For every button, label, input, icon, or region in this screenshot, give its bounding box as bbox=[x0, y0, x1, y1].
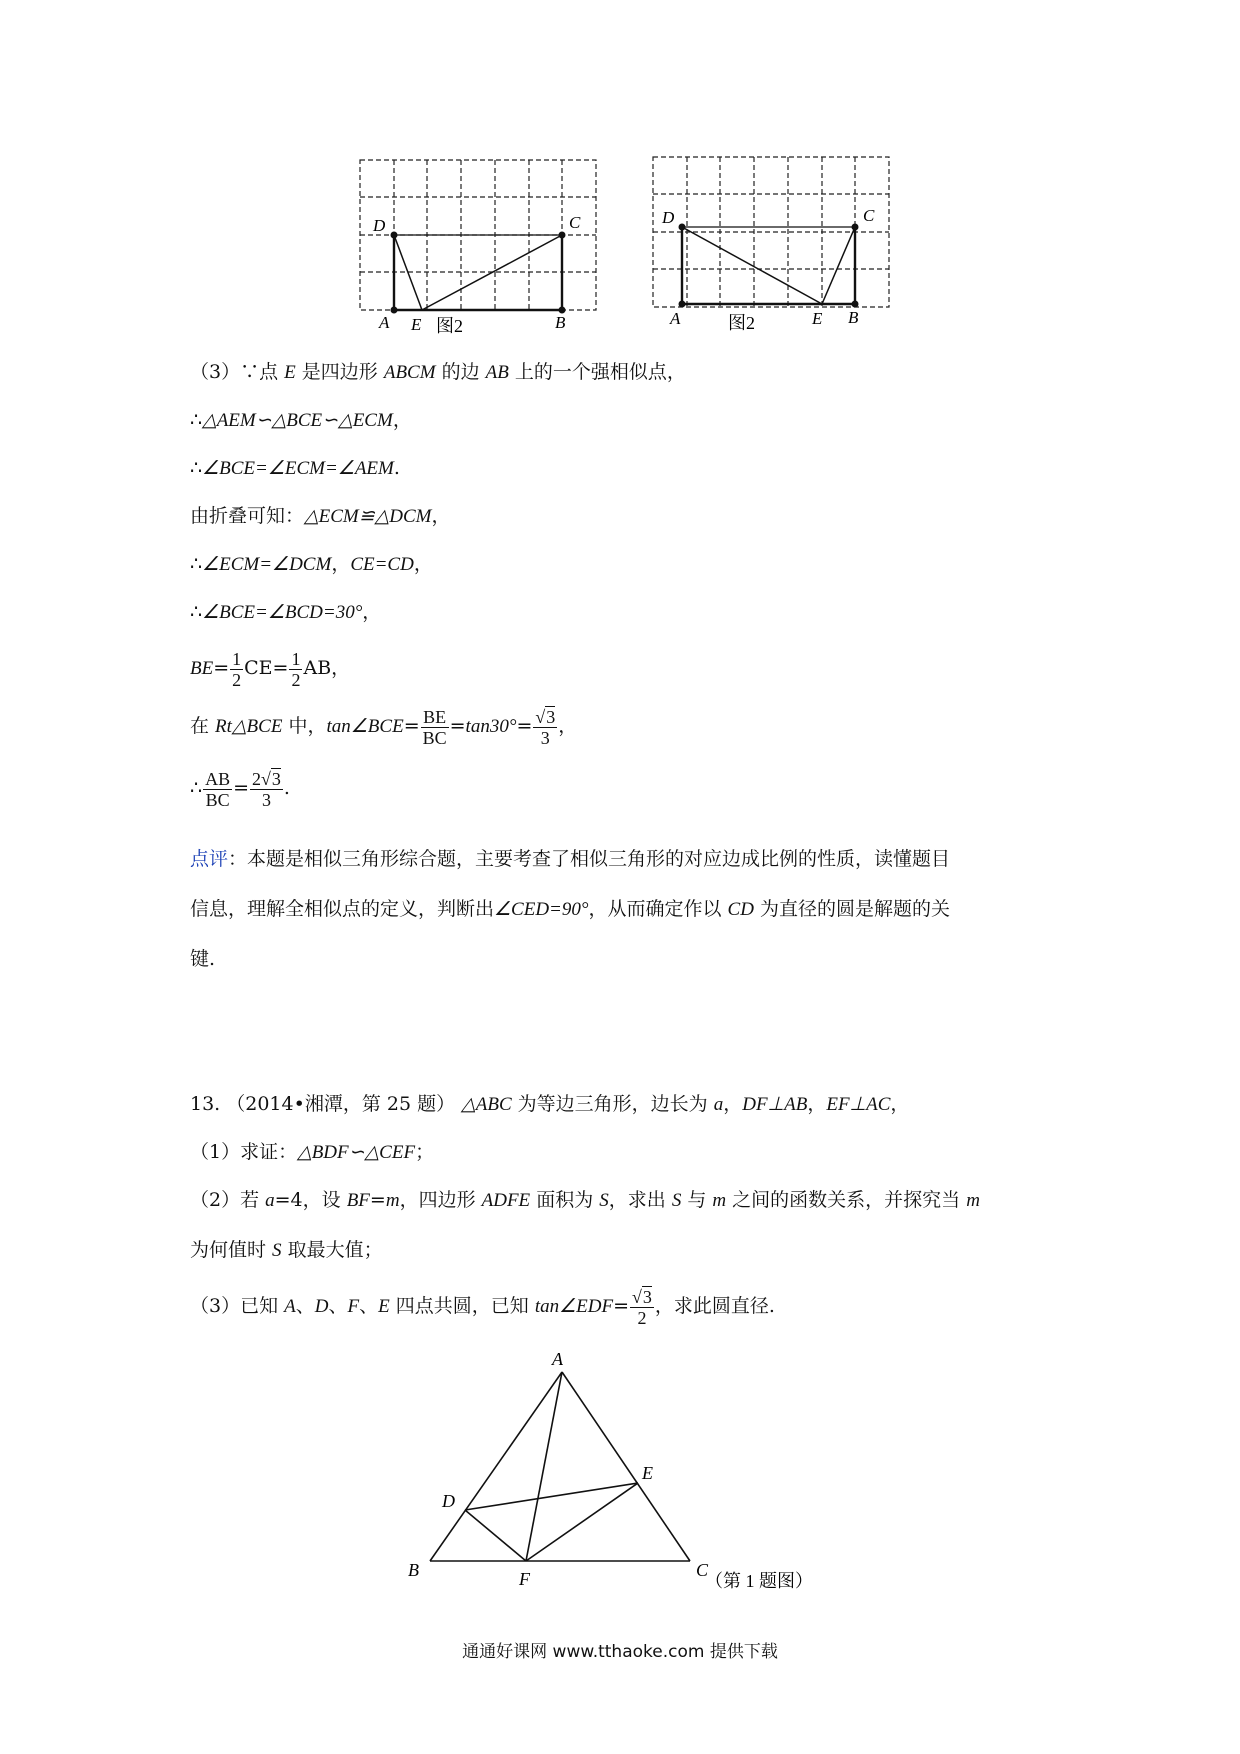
solution-line-7 bbox=[190, 646, 350, 691]
text: = bbox=[613, 1295, 630, 1317]
text: （1）求证： bbox=[190, 1141, 298, 1163]
text: tan∠EDF bbox=[534, 1296, 614, 1317]
numerator: BE bbox=[421, 707, 449, 728]
fraction bbox=[203, 769, 232, 810]
text: ∴ bbox=[190, 409, 203, 431]
denominator: BC bbox=[422, 727, 447, 748]
solution-line-9 bbox=[190, 764, 290, 812]
text: △ABC bbox=[461, 1094, 512, 1115]
fraction bbox=[630, 1287, 654, 1328]
fraction bbox=[250, 769, 283, 810]
text: 在 bbox=[190, 715, 216, 737]
text: = bbox=[516, 715, 533, 737]
text: （3）已知 bbox=[190, 1295, 285, 1317]
text: 面积为 bbox=[530, 1189, 600, 1211]
text: 之间的函数关系，并探究当 bbox=[726, 1189, 967, 1211]
fraction bbox=[230, 649, 243, 690]
text: a bbox=[265, 1190, 275, 1211]
problem-line-2 bbox=[190, 1138, 434, 1167]
text: 为何值时 bbox=[190, 1239, 273, 1261]
comment-line-3 bbox=[190, 945, 215, 973]
text: m bbox=[712, 1190, 727, 1211]
text: S bbox=[599, 1190, 609, 1211]
text: ， bbox=[807, 1093, 827, 1115]
denominator: 2 bbox=[291, 669, 301, 690]
text: ∴ bbox=[190, 777, 203, 799]
text: . bbox=[283, 777, 290, 799]
text: ∴ bbox=[190, 553, 203, 575]
text: 是四边形 bbox=[295, 361, 384, 383]
text: Rt△BCE bbox=[215, 716, 283, 737]
text: A bbox=[284, 1296, 296, 1317]
text: CE=CD bbox=[350, 554, 414, 575]
text: ， bbox=[431, 505, 451, 527]
text: 为直径的圆是解题的关 bbox=[753, 898, 950, 920]
text: 13. （2014•湘潭，第 25 题） bbox=[190, 1093, 462, 1115]
text: = bbox=[369, 1189, 386, 1211]
text: D bbox=[314, 1296, 329, 1317]
text: （2）若 bbox=[190, 1189, 266, 1211]
figure-left bbox=[355, 155, 605, 335]
text: ， bbox=[392, 409, 412, 431]
text: . bbox=[393, 457, 400, 479]
fraction bbox=[533, 707, 557, 748]
text: ， bbox=[890, 1093, 910, 1115]
sqrt: √3 bbox=[535, 706, 556, 727]
text: 、 bbox=[295, 1295, 315, 1317]
radicand: 3 bbox=[271, 768, 281, 789]
text: ∠BCE=∠BCD=30° bbox=[202, 602, 363, 623]
text: ：本题是相似三角形综合题，主要考查了相似三角形的对应边成比例的性质，读懂题目 bbox=[228, 848, 951, 870]
comment-label: 点评 bbox=[190, 848, 229, 870]
text: = bbox=[449, 715, 466, 737]
fig-right-label-a: A bbox=[670, 309, 681, 328]
text: 键. bbox=[190, 948, 216, 970]
text: 信息，理解全相似点的定义，判断出 bbox=[190, 898, 495, 920]
text: ， bbox=[558, 715, 578, 737]
text: 取最大值； bbox=[281, 1239, 383, 1261]
text: 上的一个强相似点， bbox=[508, 361, 686, 383]
fig-right-caption: 图2 bbox=[728, 313, 755, 332]
text: ABCM bbox=[383, 362, 436, 383]
text: ∴ bbox=[190, 601, 203, 623]
triangle-label-b: B bbox=[408, 1560, 419, 1580]
text: △ECM≌△DCM bbox=[304, 506, 432, 527]
denominator: 2 bbox=[232, 669, 242, 690]
text: m bbox=[966, 1190, 980, 1211]
denominator: 3 bbox=[540, 727, 550, 748]
text: △BDF∽△CEF bbox=[297, 1142, 416, 1163]
text: = bbox=[233, 777, 250, 799]
fraction bbox=[289, 649, 302, 690]
radicand: 3 bbox=[642, 1286, 652, 1307]
figure-right bbox=[648, 152, 898, 332]
figure-triangle bbox=[400, 1345, 840, 1610]
text: （3）∵点 bbox=[190, 361, 285, 383]
text: ∠ECM=∠DCM bbox=[202, 554, 332, 575]
solution-line-8 bbox=[190, 702, 577, 751]
radicand: 3 bbox=[546, 706, 556, 727]
numerator bbox=[630, 1287, 654, 1308]
problem-line-5 bbox=[190, 1282, 775, 1331]
text: EF⊥AC bbox=[826, 1094, 891, 1115]
text: =4，设 bbox=[274, 1189, 347, 1211]
fig-left-label-e: E bbox=[411, 315, 422, 334]
text: F bbox=[347, 1296, 360, 1317]
solution-line-3 bbox=[190, 454, 400, 483]
figure-left-svg bbox=[355, 155, 605, 335]
solution-line-1 bbox=[190, 358, 686, 387]
denominator: 2 bbox=[637, 1307, 647, 1328]
solution-line-5 bbox=[190, 550, 433, 579]
text: ， bbox=[723, 1093, 743, 1115]
problem-line-1 bbox=[190, 1090, 909, 1119]
text: 、 bbox=[359, 1295, 379, 1317]
text: m bbox=[385, 1190, 400, 1211]
text: tan∠BCE bbox=[326, 716, 404, 737]
figure-right-svg bbox=[648, 152, 898, 332]
text: △AEM∽△BCE∽△ECM bbox=[202, 410, 393, 431]
sqrt: √3 bbox=[632, 1286, 652, 1307]
denominator: BC bbox=[205, 789, 230, 810]
denominator: 3 bbox=[261, 789, 271, 810]
numerator bbox=[533, 707, 557, 728]
text: ， bbox=[331, 553, 351, 575]
numerator: 1 bbox=[232, 648, 242, 669]
text: 的边 bbox=[435, 361, 486, 383]
fig-left-label-c: C bbox=[569, 213, 581, 232]
text: 由折叠可知： bbox=[190, 505, 305, 527]
fig-left-label-a: A bbox=[379, 313, 390, 332]
page-footer: 通通好课网 www.tthaoke.com 提供下载 bbox=[462, 1642, 778, 1662]
triangle-label-d: D bbox=[442, 1491, 455, 1511]
text: ， bbox=[413, 553, 433, 575]
text: CE= bbox=[244, 657, 289, 679]
text: ； bbox=[415, 1141, 435, 1163]
solution-line-6 bbox=[190, 598, 381, 627]
triangle-label-c: C bbox=[696, 1560, 709, 1580]
figure-triangle-svg bbox=[400, 1345, 840, 1610]
text: 、 bbox=[328, 1295, 348, 1317]
text: ，四边形 bbox=[399, 1189, 482, 1211]
text: 中， bbox=[282, 715, 327, 737]
comment-line-2 bbox=[190, 895, 950, 924]
triangle-caption: （第 1 题图） bbox=[705, 1571, 813, 1591]
numerator: AB bbox=[205, 768, 231, 789]
problem-line-4 bbox=[190, 1236, 383, 1265]
text: tan30° bbox=[465, 716, 517, 737]
text: ，求此圆直径. bbox=[654, 1295, 775, 1317]
problem-line-3 bbox=[190, 1186, 980, 1215]
text: DF⊥AB bbox=[742, 1094, 808, 1115]
text: S bbox=[671, 1190, 682, 1211]
text: E bbox=[378, 1296, 390, 1317]
sqrt: √3 bbox=[261, 768, 281, 789]
text: 四点共圆，已知 bbox=[389, 1295, 535, 1317]
fraction bbox=[421, 707, 449, 748]
text: ∠CED=90° bbox=[494, 899, 589, 920]
fig-left-caption: 图2 bbox=[436, 316, 463, 335]
solution-line-2 bbox=[190, 406, 412, 435]
triangle-label-f: F bbox=[519, 1569, 530, 1589]
coefficient: 2 bbox=[252, 768, 262, 789]
text: ，求出 bbox=[608, 1189, 672, 1211]
text: CD bbox=[727, 899, 754, 920]
fig-right-label-c: C bbox=[863, 206, 875, 225]
text: ∴ bbox=[190, 457, 203, 479]
text: a bbox=[713, 1094, 724, 1115]
text: 与 bbox=[681, 1189, 713, 1211]
text: ，从而确定作以 bbox=[588, 898, 728, 920]
fig-left-label-b: B bbox=[555, 313, 566, 332]
fig-right-label-b: B bbox=[848, 308, 859, 327]
text: = bbox=[213, 657, 230, 679]
text: 为等边三角形，边长为 bbox=[511, 1093, 714, 1115]
text: BF bbox=[346, 1190, 370, 1211]
fig-right-label-d: D bbox=[662, 208, 675, 227]
text: S bbox=[272, 1240, 282, 1261]
text: ， bbox=[362, 601, 382, 623]
numerator bbox=[250, 769, 283, 790]
text: AB， bbox=[303, 657, 351, 679]
text: AB bbox=[485, 362, 509, 383]
text: ∠BCE=∠ECM=∠AEM bbox=[202, 458, 394, 479]
triangle-label-a: A bbox=[552, 1349, 563, 1369]
triangle-label-e: E bbox=[642, 1463, 653, 1483]
comment-line-1 bbox=[190, 845, 950, 873]
text: E bbox=[284, 362, 296, 383]
text: BE bbox=[190, 658, 214, 679]
text: ADFE bbox=[481, 1190, 531, 1211]
fig-left-label-d: D bbox=[373, 216, 386, 235]
text: = bbox=[403, 715, 420, 737]
numerator: 1 bbox=[291, 648, 301, 669]
fig-right-label-e: E bbox=[812, 309, 823, 328]
solution-line-4 bbox=[190, 502, 451, 531]
